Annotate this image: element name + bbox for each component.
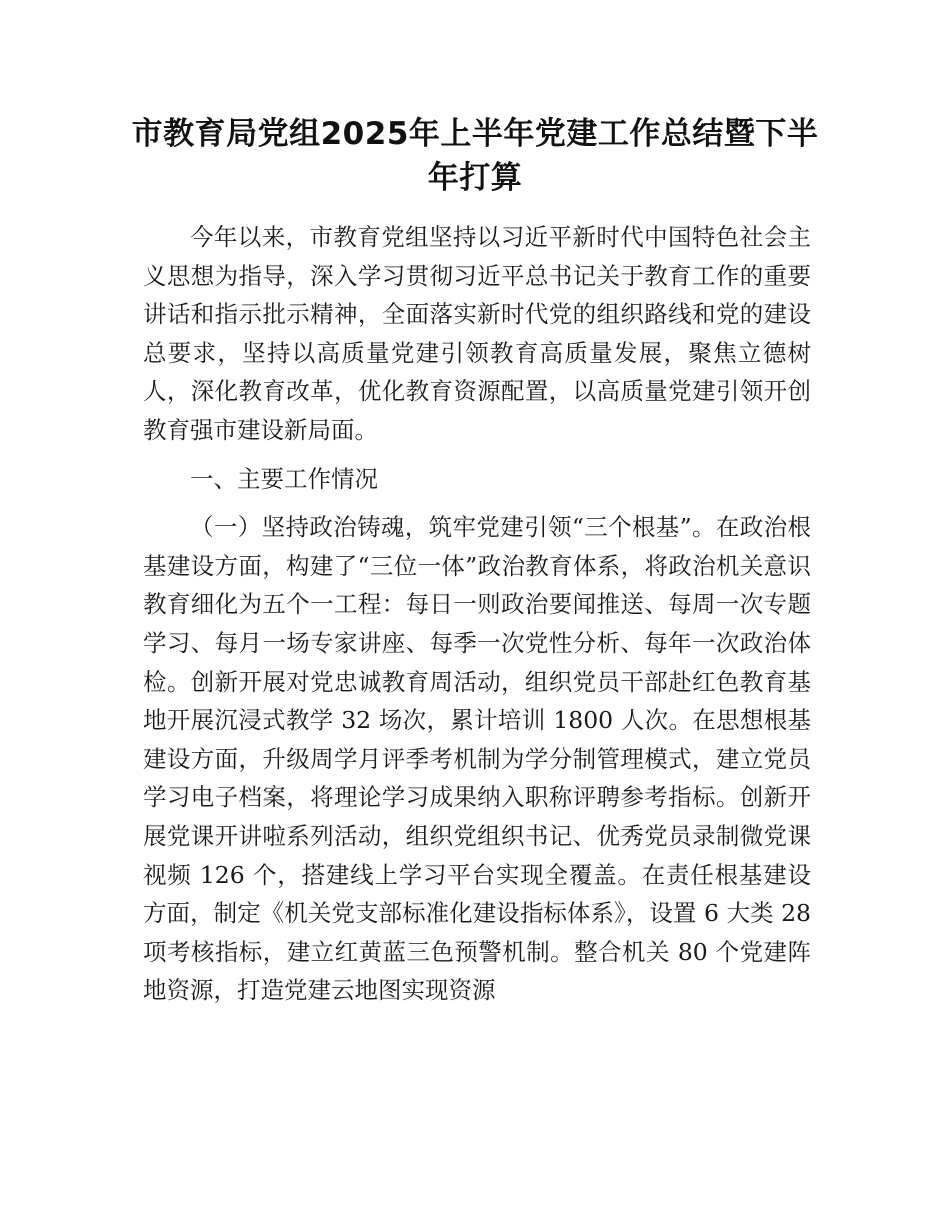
intro-paragraph: 今年以来，市教育党组坚持以习近平新时代中国特色社会主义思想为指导，深入学习贯彻习近平总书记关于教育工作的重要讲话和指示批示精神，全面落实新时代党的组织路线和党的建设总要求，坚持以高质量党建引领教育高质量发展，聚焦立德树人，深化教育改革，优化教育资源配置，以高质量党建引领开创教育强市建设新局面。 xyxy=(143,223,811,444)
document-body xyxy=(143,218,811,1010)
section-heading: 一、主要工作情况 xyxy=(190,464,378,493)
document-title: 市教育局党组2025年上半年党建工作总结暨下半年打算 xyxy=(131,116,819,196)
section-paragraph: （一）坚持政治铸魂，筑牢党建引领“三个根基”。在政治根基建设方面，构建了“三位一体”政治教育体系，将政治机关意识教育细化为五个一工程：每日一则政治要闻推送、每周一次专题学习、每月一场专家讲座、每季一次党性分析、每年一次政治体检。创新开展对党忠诚教育周活动，组织党员干部赴红色教育基地开展沉浸式教学 32 场次，累计培训 1800 人次。在思想根基建设方面，升级周学月评季考机制为学分制管理模式，建立党员学习电子档案，将理论学习成果纳入职称评聘参考指标。创新开展党课开讲啦系列活动，组织党组织书记、优秀党员录制微党课视频 126 个，搭建线上学习平台实现全覆盖。在责任根基建设方面，制定《机关党支部标准化建设指标体系》，设置 6 大类 28 项考核指标，建立红黄蓝三色预警机制。整合机关 80 个党建阵地资源，打造党建云地图实现资源 xyxy=(143,513,811,1005)
